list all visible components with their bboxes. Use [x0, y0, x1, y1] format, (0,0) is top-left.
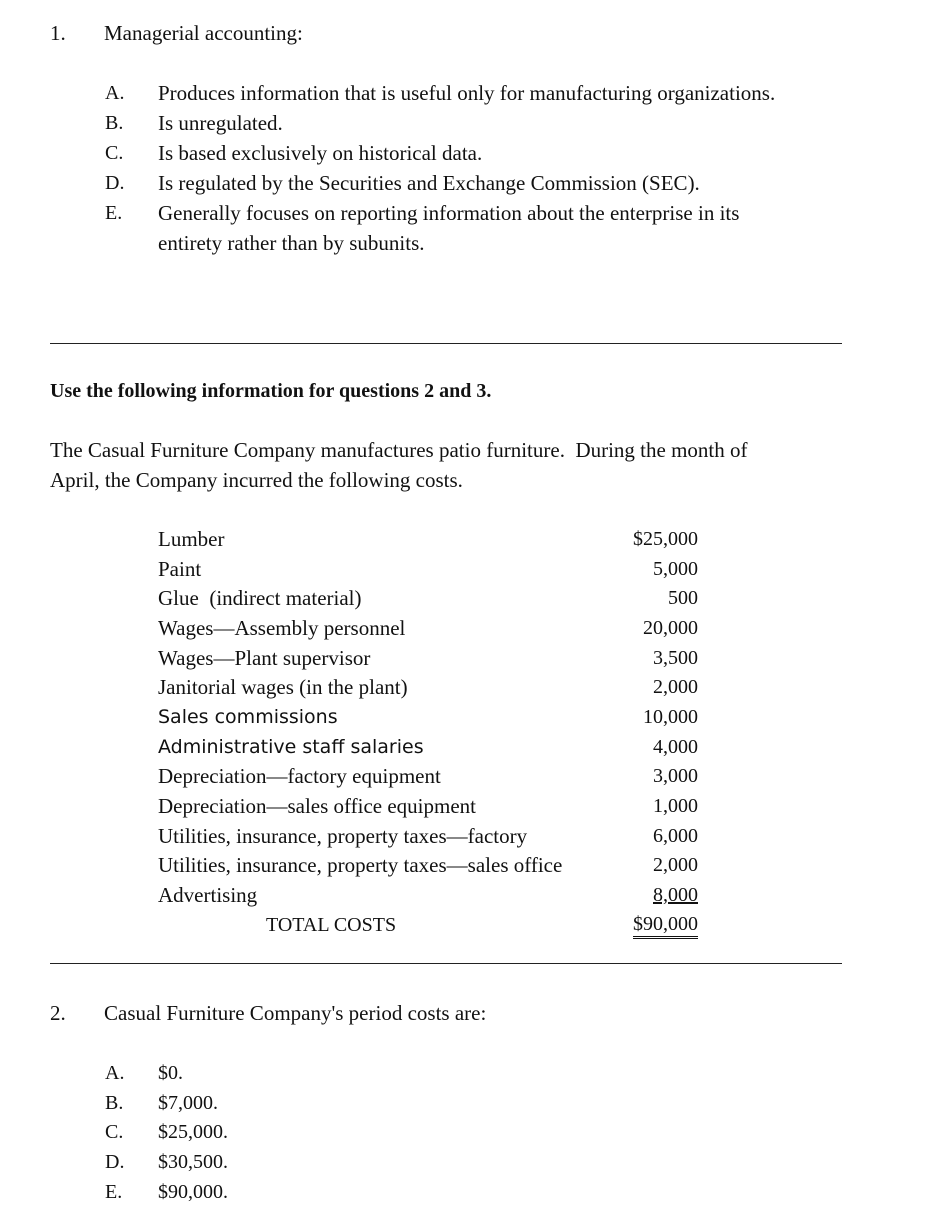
total-costs-label: TOTAL COSTS [266, 914, 397, 936]
scenario-line-2: April, the Company incurred the following costs. [50, 468, 463, 492]
q1-option-e-text: Generally focuses on reporting information about the enterprise in its [158, 201, 740, 225]
question-2-stem: Casual Furniture Company's period costs are: [104, 1001, 487, 1025]
cost-label: Glue (indirect material) [158, 586, 362, 610]
cost-label: Depreciation—sales office equipment [158, 794, 476, 818]
cost-amount: 1,000 [653, 795, 698, 817]
q1-option-a-letter: A. [105, 82, 125, 104]
cost-label: Janitorial wages (in the plant) [158, 675, 408, 699]
q1-option-b-letter: B. [105, 112, 124, 134]
q2-option-a-letter: A. [105, 1062, 125, 1084]
cost-amount: 20,000 [643, 617, 698, 639]
cost-amount: 3,000 [653, 765, 698, 787]
cost-label: Advertising [158, 883, 258, 907]
q1-option-c-letter: C. [105, 142, 124, 164]
q1-option-d-letter: D. [105, 172, 125, 194]
q2-option-d-text: $30,500. [158, 1151, 228, 1173]
q2-option-e-text: $90,000. [158, 1181, 228, 1203]
cost-amount: 8,000 [653, 884, 698, 906]
question-2-number: 2. [50, 1001, 66, 1025]
q1-option-e-text-continued: entirety rather than by subunits. [158, 231, 425, 255]
cost-label: Depreciation—factory equipment [158, 764, 441, 788]
section-divider-bottom [50, 963, 842, 964]
cost-label: Wages—Plant supervisor [158, 646, 371, 670]
q1-option-c-text: Is based exclusively on historical data. [158, 141, 483, 165]
total-costs-amount: $90,000 [633, 912, 698, 939]
cost-label: Sales commissions [158, 706, 338, 728]
cost-amount: 2,000 [653, 676, 698, 698]
q1-option-e-letter: E. [105, 202, 123, 224]
q2-option-b-text: $7,000. [158, 1092, 218, 1114]
q2-option-e-letter: E. [105, 1181, 123, 1203]
q1-option-a-text: Produces information that is useful only for manufacturing organizations. [158, 81, 776, 105]
cost-amount: 500 [668, 587, 698, 609]
cost-amount: 6,000 [653, 825, 698, 847]
cost-amount: 2,000 [653, 854, 698, 876]
q2-option-b-letter: B. [105, 1092, 124, 1114]
cost-amount: $25,000 [633, 528, 698, 550]
scenario-line-1: The Casual Furniture Company manufactures patio furniture. During the month of [50, 438, 748, 462]
cost-label: Wages—Assembly personnel [158, 616, 406, 640]
q2-option-a-text: $0. [158, 1062, 183, 1084]
cost-amount: 4,000 [653, 736, 698, 758]
q2-option-d-letter: D. [105, 1151, 125, 1173]
section-divider-top [50, 343, 842, 344]
cost-label: Utilities, insurance, property taxes—sales office [158, 853, 563, 877]
q2-option-c-letter: C. [105, 1121, 124, 1143]
instruction-heading: Use the following information for questions 2 and 3. [50, 380, 492, 402]
cost-amount: 5,000 [653, 558, 698, 580]
q1-option-b-text: Is unregulated. [158, 111, 283, 135]
cost-amount: 3,500 [653, 647, 698, 669]
cost-label: Paint [158, 557, 202, 581]
question-1-stem: Managerial accounting: [104, 21, 303, 45]
cost-label: Administrative staff salaries [158, 736, 424, 758]
question-1-number: 1. [50, 21, 66, 45]
cost-amount: 10,000 [643, 706, 698, 728]
cost-label: Lumber [158, 527, 225, 551]
q2-option-c-text: $25,000. [158, 1121, 228, 1143]
q1-option-d-text: Is regulated by the Securities and Exchange Commission (SEC). [158, 171, 700, 195]
cost-label: Utilities, insurance, property taxes—factory [158, 824, 528, 848]
